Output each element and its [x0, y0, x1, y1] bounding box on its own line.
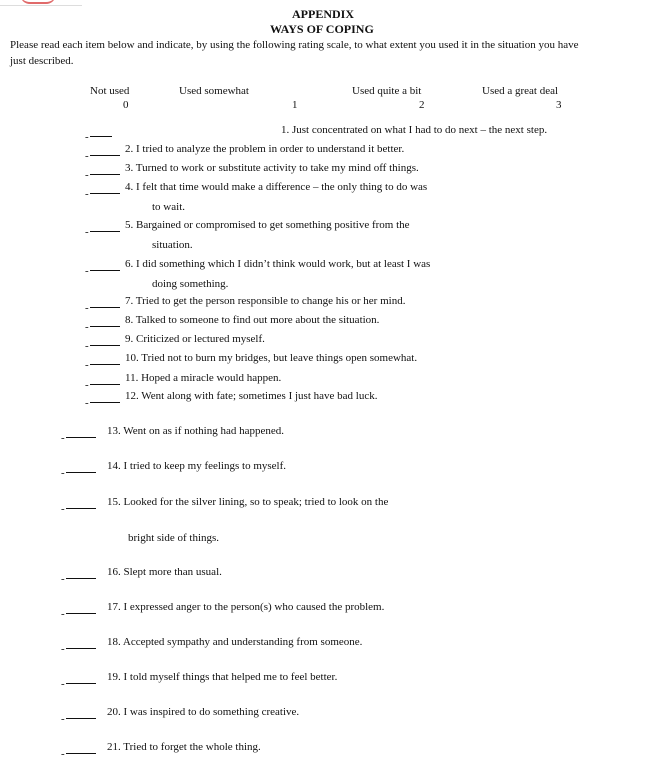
item-text-continued: situation. [152, 239, 193, 251]
bullet-dash: - [61, 748, 65, 760]
bullet-dash: - [85, 302, 89, 314]
bullet-dash: - [85, 169, 89, 181]
bullet-dash: - [85, 321, 89, 333]
item-text: 7. Tried to get the person responsible to change his or her mind. [125, 295, 406, 307]
item-text: 6. I did something which I didn’t think would work, but at least I was [125, 258, 431, 270]
rating-answer-blank[interactable] [90, 335, 120, 346]
item-text: 16. Slept more than usual. [107, 566, 222, 578]
rating-answer-blank[interactable] [90, 145, 120, 156]
scale-value-3: 3 [556, 99, 562, 111]
bullet-dash: - [61, 713, 65, 725]
item-text: 13. Went on as if nothing had happened. [107, 425, 285, 437]
rating-answer-blank[interactable] [66, 498, 96, 509]
rating-answer-blank[interactable] [90, 392, 120, 403]
scale-value-2: 2 [419, 99, 425, 111]
rating-answer-blank[interactable] [90, 183, 120, 194]
item-text: 21. Tried to forget the whole thing. [107, 741, 261, 753]
instructions-line-2: just described. [10, 55, 74, 67]
bullet-dash: - [85, 379, 89, 391]
bullet-dash: - [85, 150, 89, 162]
item-text: 19. I told myself things that helped me to feel better. [107, 671, 338, 683]
page-edge-line [0, 5, 82, 6]
item-text: 3. Turned to work or substitute activity to take my mind off things. [125, 162, 419, 174]
item-text: 2. I tried to analyze the problem in order to understand it better. [125, 143, 405, 155]
corner-mark [20, 0, 56, 4]
rating-answer-blank[interactable] [90, 316, 120, 327]
bullet-dash: - [85, 265, 89, 277]
item-text: 1. Just concentrated on what I had to do next – the next step. [281, 124, 548, 136]
bullet-dash: - [85, 226, 89, 238]
instructions-line-1: Please read each item below and indicate, by using the following rating scale, to what extent you used it in the situation you have [10, 39, 579, 51]
bullet-dash: - [85, 397, 89, 409]
rating-answer-blank[interactable] [90, 164, 120, 175]
item-text: 15. Looked for the silver lining, so to speak; tried to look on the [107, 496, 389, 508]
item-text: 12. Went along with fate; sometimes I just have bad luck. [125, 390, 378, 402]
item-text: 18. Accepted sympathy and understanding from someone. [107, 636, 363, 648]
item-text: 8. Talked to someone to find out more about the situation. [125, 314, 380, 326]
rating-answer-blank[interactable] [66, 743, 96, 754]
rating-answer-blank[interactable] [90, 354, 120, 365]
bullet-dash: - [61, 678, 65, 690]
bullet-dash: - [61, 432, 65, 444]
rating-answer-blank[interactable] [66, 462, 96, 473]
rating-answer-blank[interactable] [66, 427, 96, 438]
rating-answer-blank[interactable] [66, 673, 96, 684]
rating-answer-blank[interactable] [90, 260, 120, 271]
item-text: 17. I expressed anger to the person(s) who caused the problem. [107, 601, 385, 613]
bullet-dash: - [85, 359, 89, 371]
bullet-dash: - [85, 188, 89, 200]
scale-label-quite-a-bit: Used quite a bit [352, 85, 422, 97]
rating-answer-blank[interactable] [90, 126, 112, 137]
scale-label-not-used: Not used [90, 85, 130, 97]
scale-value-1: 1 [292, 99, 298, 111]
rating-answer-blank[interactable] [90, 374, 120, 385]
rating-answer-blank[interactable] [90, 297, 120, 308]
bullet-dash: - [61, 643, 65, 655]
scale-label-great-deal: Used a great deal [482, 85, 559, 97]
item-text-continued: bright side of things. [128, 532, 220, 544]
bullet-dash: - [61, 467, 65, 479]
bullet-dash: - [85, 340, 89, 352]
item-text: 20. I was inspired to do something creative. [107, 706, 300, 718]
scale-value-0: 0 [123, 99, 129, 111]
rating-answer-blank[interactable] [90, 221, 120, 232]
item-text: 14. I tried to keep my feelings to myself. [107, 460, 287, 472]
rating-answer-blank[interactable] [66, 638, 96, 649]
appendix-heading: APPENDIX [292, 7, 354, 21]
bullet-dash: - [61, 573, 65, 585]
item-text: 10. Tried not to burn my bridges, but leave things open somewhat. [125, 352, 418, 364]
rating-answer-blank[interactable] [66, 603, 96, 614]
item-text: 4. I felt that time would make a difference – the only thing to do was [125, 181, 428, 193]
item-text: 5. Bargained or compromised to get something positive from the [125, 219, 410, 231]
bullet-dash: - [61, 608, 65, 620]
page-title: WAYS OF COPING [270, 22, 374, 36]
item-text: 11. Hoped a miracle would happen. [125, 372, 282, 384]
bullet-dash: - [61, 503, 65, 515]
item-text-continued: to wait. [152, 201, 185, 213]
item-text: 9. Criticized or lectured myself. [125, 333, 265, 345]
bullet-dash: - [85, 131, 89, 143]
rating-answer-blank[interactable] [66, 568, 96, 579]
scale-label-somewhat: Used somewhat [179, 85, 249, 97]
item-text-continued: doing something. [152, 278, 229, 290]
rating-answer-blank[interactable] [66, 708, 96, 719]
